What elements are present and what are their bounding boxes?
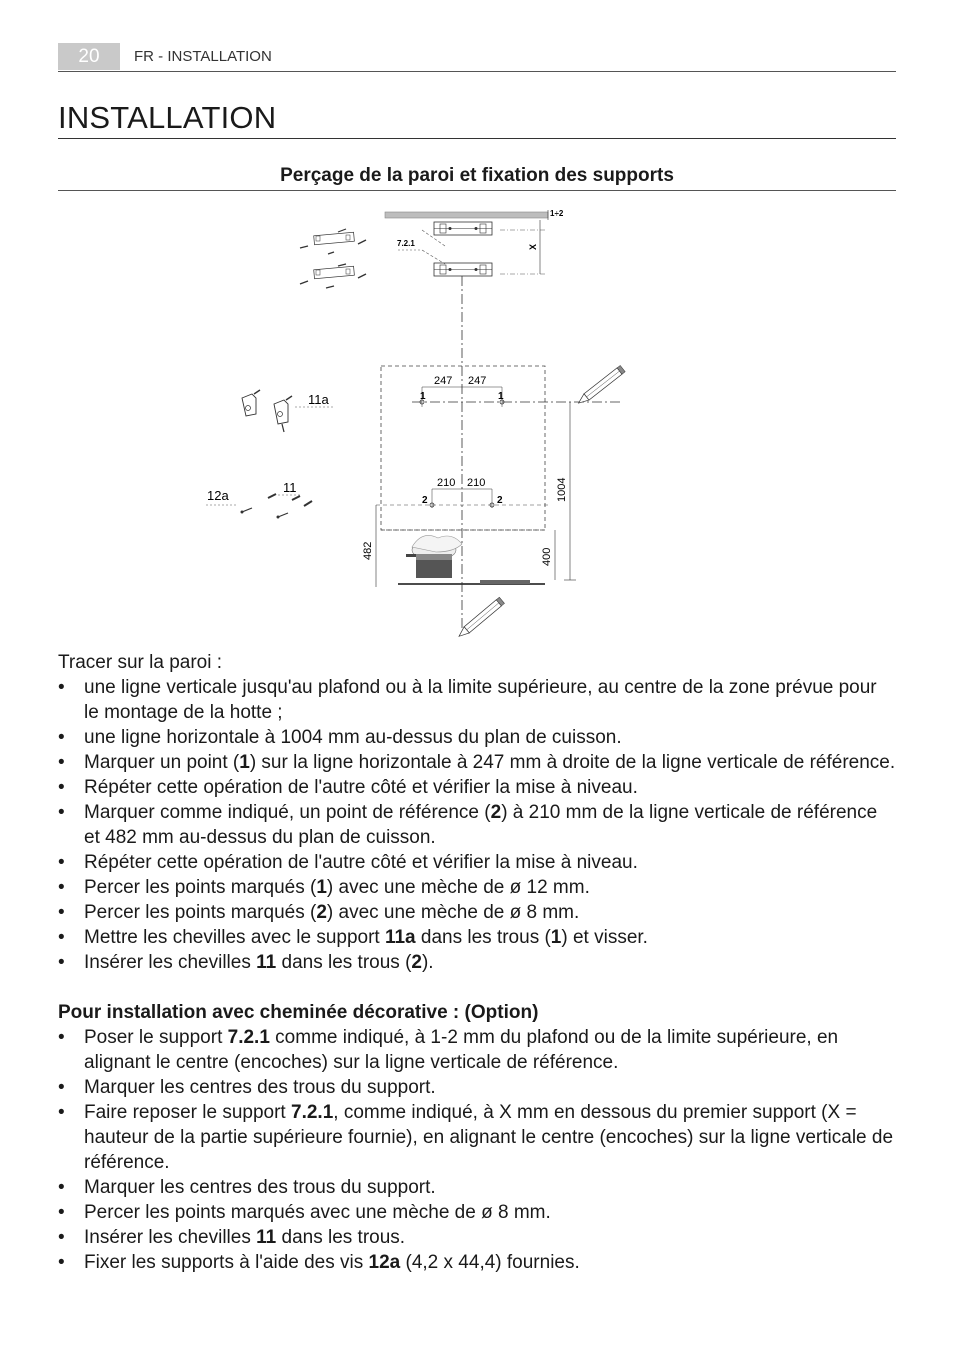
instructions (58, 650, 896, 1275)
bold-reference: 1 (316, 877, 327, 898)
list-item (58, 750, 896, 775)
text-span: Percer les points marqués ( (84, 877, 317, 898)
text-span: Répéter cette opération de l'autre côté et vérifier la mise à niveau. (84, 852, 638, 873)
list-item (58, 1200, 896, 1225)
height-482: 482 (362, 541, 374, 560)
point-2-right: 2 (497, 495, 503, 506)
pot-icon (406, 535, 462, 578)
installation-diagram (200, 202, 640, 642)
point-1-right: 1 (498, 391, 504, 402)
list-item (58, 1100, 896, 1175)
list-item (58, 1075, 896, 1100)
plugs-screws-icon (241, 494, 313, 519)
steps-list (58, 675, 896, 975)
text-span: dans les trous ( (276, 952, 412, 973)
text-span: dans les trous ( (415, 927, 551, 948)
ceiling-bar (385, 212, 548, 218)
bold-reference: 11 (256, 1227, 277, 1248)
point-2-left: 2 (422, 495, 428, 506)
text-span: Marquer les centres des trous du support. (84, 1077, 436, 1098)
page-header (58, 43, 896, 72)
hood-outline (381, 366, 545, 530)
text-span: ) et visser. (561, 927, 648, 948)
text-span: ) avec une mèche de ø 12 mm. (326, 877, 590, 898)
intro-text: Tracer sur la paroi : (58, 652, 223, 673)
label-12a: 12a (207, 488, 229, 503)
label-11a: 11a (308, 392, 329, 407)
pencil-icon (576, 365, 625, 406)
list-item (58, 725, 896, 750)
label-11: 11 (283, 480, 297, 495)
text-span: comme indiqué, à 1-2 mm du plafond ou de la limite supérieure, en alignant le centre (encoches) sur la ligne verticale de référence. (84, 1027, 839, 1073)
text-span: ). (421, 952, 434, 973)
bold-reference: 7.2.1 (227, 1027, 270, 1048)
list-item (58, 1025, 896, 1075)
list-item (58, 1175, 896, 1200)
text-span: Faire reposer le support (84, 1102, 291, 1123)
x-dim-label: X (528, 243, 538, 250)
list-item (58, 775, 896, 800)
text-span: Mettre les chevilles avec le support (84, 927, 385, 948)
list-item (58, 800, 896, 850)
support-11a-icon (242, 390, 292, 432)
list-item (58, 850, 896, 875)
bold-reference: 1 (550, 927, 562, 948)
bracket-upper (434, 222, 492, 235)
text-span: une ligne horizontale à 1004 mm au-dessus du plan de cuisson. (84, 727, 622, 748)
text-span: ) sur la ligne horizontale à 247 mm à droite de la ligne verticale de référence. (249, 752, 896, 773)
bold-reference: 7.2.1 (291, 1102, 334, 1123)
page-title: INSTALLATION (58, 98, 896, 139)
bold-reference: 2 (490, 802, 502, 823)
bold-reference: 12a (368, 1252, 401, 1273)
text-span: Marquer les centres des trous du support. (84, 1177, 436, 1198)
text-span: Répéter cette opération de l'autre côté et vérifier la mise à niveau. (84, 777, 638, 798)
text-span: ) avec une mèche de ø 8 mm. (326, 902, 580, 923)
gap-label: 1÷2 (550, 209, 564, 218)
text-span: Percer les points marqués avec une mèche de ø 8 mm. (84, 1202, 551, 1223)
text-span: Marquer comme indiqué, un point de référence ( (84, 802, 491, 823)
dim-210-left: 210 (437, 477, 456, 489)
bracket-lower (434, 263, 492, 276)
list-item (58, 950, 896, 975)
section-tag: FR - INSTALLATION (134, 48, 272, 65)
bold-reference: 11 (256, 952, 277, 973)
bold-reference: 1 (239, 752, 250, 773)
text-span: Fixer les supports à l'aide des vis (84, 1252, 369, 1273)
bold-reference: 2 (411, 952, 422, 973)
text-span: (4,2 x 44,4) fournies. (400, 1252, 580, 1273)
text-span: une ligne verticale jusqu'au plafond ou à la limite supérieure, au centre de la zone prévue pour le montage de la hotte ; (84, 677, 877, 723)
list-item (58, 1250, 896, 1275)
text-span: Insérer les chevilles (84, 1227, 257, 1248)
dim-210-right: 210 (467, 477, 486, 489)
bold-reference: 2 (316, 902, 327, 923)
list-item (58, 900, 896, 925)
bracket-parts-icon (300, 229, 366, 288)
dim-247-right: 247 (468, 375, 487, 387)
text-span: Poser le support (84, 1027, 228, 1048)
text-span: Insérer les chevilles (84, 952, 257, 973)
height-1004: 1004 (556, 477, 568, 502)
bold-reference: 11a (384, 927, 416, 948)
dim-247-left: 247 (434, 375, 453, 387)
height-400: 400 (541, 547, 553, 566)
list-item (58, 925, 896, 950)
text-span: Percer les points marqués ( (84, 902, 317, 923)
page-number: 20 (58, 43, 120, 70)
text-span: Marquer un point ( (84, 752, 240, 773)
option-steps-list (58, 1025, 896, 1275)
pencil-bottom-icon (456, 597, 504, 639)
list-item (58, 675, 896, 725)
option-heading: Pour installation avec cheminée décorative : (Option) (58, 1002, 539, 1023)
list-item (58, 875, 896, 900)
list-item (58, 1225, 896, 1250)
text-span: ) à 210 mm de la ligne verticale de référence et 482 mm au-dessus du plan de cuisson. (84, 802, 878, 848)
bracket-label: 7.2.1 (397, 239, 415, 248)
section-subtitle: Perçage de la paroi et fixation des supports (58, 163, 896, 191)
point-1-left: 1 (420, 391, 426, 402)
text-span: , comme indiqué, à X mm en dessous du premier support (X = hauteur de la partie supérieure fournie), en alignant le centre (encoches) sur la ligne verticale de référence. (84, 1102, 894, 1173)
text-span: dans les trous. (276, 1227, 406, 1248)
